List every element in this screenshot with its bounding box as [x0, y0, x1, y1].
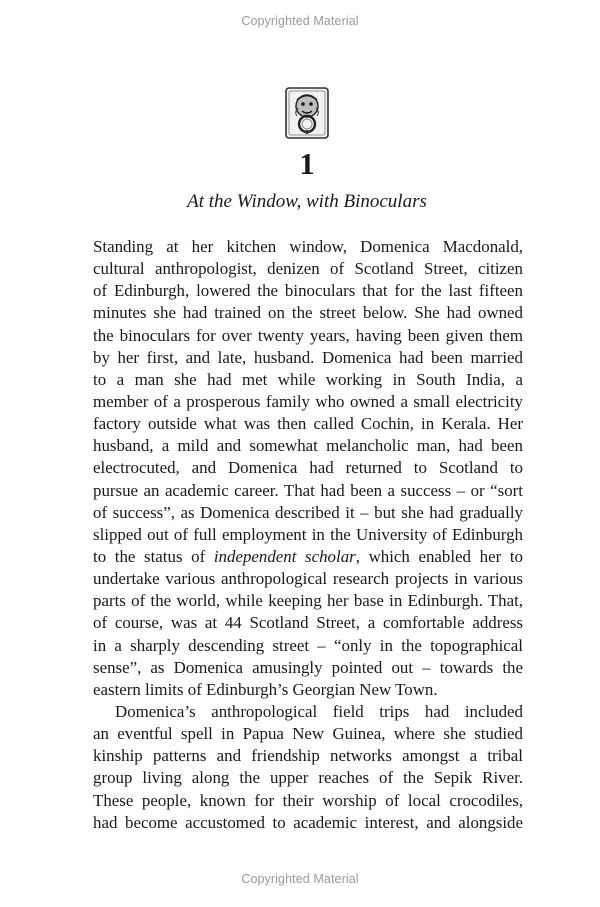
text-line: of course, was at 44 Scotland Street, a comfortable address — [93, 613, 523, 633]
text-line: husband, a mild and somewhat melancholic man, had been — [93, 436, 523, 456]
text-line: cultural anthropologist, denizen of Scotland Street, citizen — [93, 259, 523, 279]
text-line: sense”, as Domenica amusingly pointed out – towards the — [93, 657, 523, 677]
text-segment: to the status of — [93, 546, 214, 566]
text-line: eastern limits of Edinburgh’s Georgian New Town. — [93, 679, 438, 699]
text-line: the binoculars for over twenty years, having been given them — [93, 325, 523, 345]
text-line: of Edinburgh, lowered the binoculars that for the last fifteen — [93, 281, 523, 301]
body-text — [93, 236, 523, 834]
text-line: had become accustomed to academic interest, and alongside — [93, 812, 523, 832]
text-line: pursue an academic career. That had been a success – or “sort — [93, 480, 523, 500]
text-line: Domenica’s anthropological field trips had included — [115, 701, 523, 721]
text-line: These people, known for their worship of local crocodiles, — [93, 790, 523, 810]
text-line: to a man she had met while working in South India, a — [93, 369, 523, 389]
text-line: electrocuted, and Domenica had returned to Scotland to — [93, 458, 523, 478]
text-line: kinship patterns and friendship networks amongst a tribal — [93, 746, 523, 766]
emphasized-term: independent scholar — [213, 546, 356, 566]
chapter-number: 1 — [299, 146, 315, 181]
text-line: group living along the upper reaches of the Sepik River. — [93, 768, 523, 788]
text-segment: , which enabled her to — [355, 546, 523, 566]
text-line: undertake various anthropological research projects in various — [93, 569, 523, 589]
text-line: by her first, and late, husband. Domenica had been married — [93, 347, 523, 367]
text-line: in a sharply descending street – “only in the topographical — [93, 635, 523, 655]
text-line-emphasis — [93, 546, 523, 568]
text-line: minutes she had trained on the street below. She had owned — [93, 303, 523, 323]
text-line: slipped out of full employment in the University of Edinburgh — [93, 524, 523, 544]
copyright-watermark-bottom: Copyrighted Material — [241, 872, 359, 886]
text-line: factory outside what was then called Cochin, in Kerala. Her — [93, 414, 523, 434]
text-line: an eventful spell in Papua New Guinea, where she studied — [93, 724, 523, 744]
paragraph-1 — [93, 236, 523, 701]
door-knocker-icon — [285, 87, 329, 139]
text-line: member of a prosperous family who owned a small electricity — [93, 391, 523, 411]
copyright-watermark-top: Copyrighted Material — [241, 14, 359, 28]
chapter-title: At the Window, with Binoculars — [187, 191, 427, 212]
text-line: of success”, as Domenica described it – but she had gradually — [93, 502, 523, 522]
text-line: Standing at her kitchen window, Domenica Macdonald, — [93, 237, 523, 256]
text-line: parts of the world, while keeping her base in Edinburgh. That, — [93, 591, 523, 611]
paragraph-2 — [93, 701, 523, 834]
